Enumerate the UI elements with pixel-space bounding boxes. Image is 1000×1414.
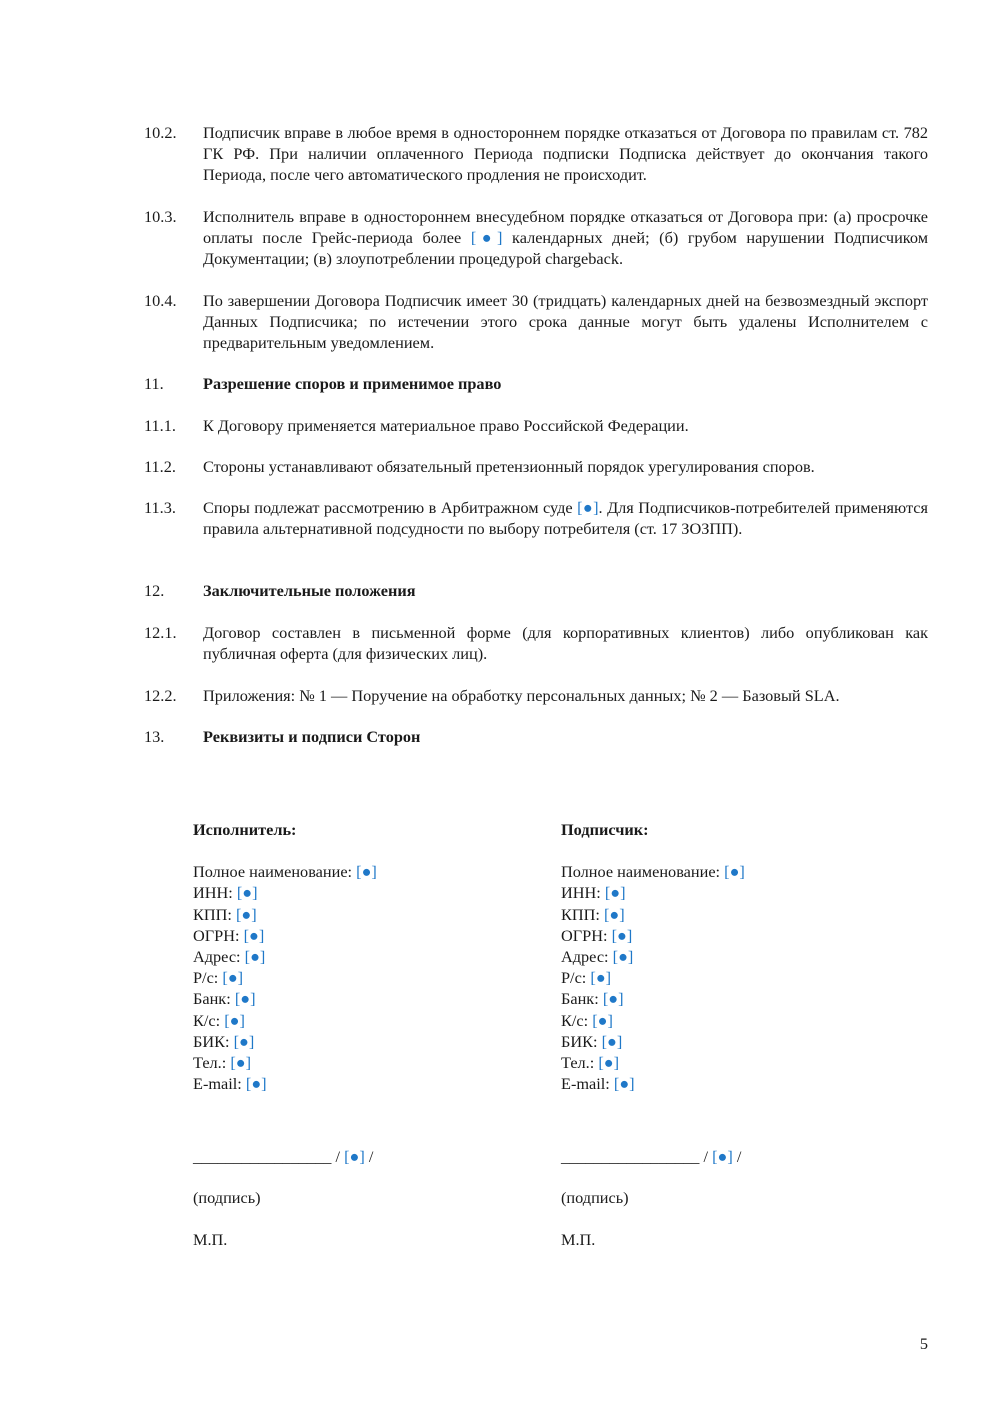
field-label: Тел.: — [561, 1053, 595, 1073]
executor-signature-line — [193, 1146, 373, 1167]
subscriber-signature-line — [561, 1146, 741, 1167]
placeholder-field: [●] — [244, 947, 266, 967]
clause-number: 11.3. — [144, 498, 176, 517]
section-number: 12. — [144, 581, 165, 600]
clause-number: 12.2. — [144, 686, 177, 705]
field-label: Полное наименование: — [193, 862, 353, 882]
field-label: Банк: — [561, 989, 599, 1009]
field-label: Адрес: — [561, 947, 609, 967]
clause-number: 12.1. — [144, 623, 177, 642]
field-ogrn — [193, 925, 513, 946]
clause-number: 10.4. — [144, 291, 177, 310]
section-title: Разрешение споров и применимое право — [203, 374, 502, 393]
executor-stamp-label: М.П. — [193, 1230, 228, 1249]
field-label: ИНН: — [193, 883, 233, 903]
field-account — [561, 967, 881, 988]
placeholder-field: [●] — [598, 1053, 620, 1073]
field-kpp — [193, 904, 513, 925]
field-email — [193, 1073, 513, 1094]
clause-text — [203, 206, 928, 269]
field-label: Адрес: — [193, 947, 241, 967]
spacer — [193, 840, 513, 861]
section-title: Заключительные положения — [203, 581, 416, 600]
clause-11-1 — [144, 415, 928, 436]
executor-signature-caption: (подпись) — [193, 1188, 261, 1207]
clause-text-part: календарных дней; (б) грубом нарушении Подписчиком Документации; (в) злоупотреблении процедурой chargeback. — [203, 228, 928, 268]
signature-separator: / — [699, 1147, 713, 1166]
clause-11-2 — [144, 456, 928, 477]
placeholder-field: [●] — [577, 498, 599, 517]
placeholder-field: [●] — [245, 1074, 267, 1094]
field-label: E-mail: — [193, 1074, 242, 1094]
field-full-name — [561, 861, 881, 882]
clause-text: Стороны устанавливают обязательный претензионный порядок урегулирования споров. — [203, 457, 815, 476]
field-label: Тел.: — [193, 1053, 227, 1073]
field-corr-account — [561, 1010, 881, 1031]
clause-text — [203, 497, 928, 539]
signature-separator: / — [364, 1147, 374, 1166]
field-label: К/с: — [193, 1010, 221, 1030]
field-email — [561, 1073, 881, 1094]
section-heading-13 — [144, 726, 928, 747]
placeholder-field: [●] — [233, 1031, 255, 1051]
section-number: 11. — [144, 374, 164, 393]
field-label: ОГРН: — [193, 925, 240, 945]
section-heading-12 — [144, 580, 928, 601]
section-heading-11 — [144, 373, 928, 394]
field-label: К/с: — [561, 1010, 589, 1030]
field-full-name — [193, 861, 513, 882]
signature-underline: _________________ — [561, 1147, 700, 1166]
spacer — [561, 840, 881, 861]
subscriber-stamp-label: М.П. — [561, 1230, 596, 1249]
placeholder-field: [●] — [724, 862, 745, 882]
placeholder-field: [●] — [470, 228, 503, 247]
field-label: БИК: — [561, 1031, 598, 1051]
section-number: 13. — [144, 727, 165, 746]
field-label: БИК: — [193, 1031, 230, 1051]
clause-10-2 — [144, 122, 928, 185]
field-address — [193, 946, 513, 967]
field-bank — [193, 988, 513, 1009]
placeholder-field: [●] — [234, 989, 256, 1009]
placeholder-field: [●] — [611, 925, 633, 945]
field-label: Банк: — [193, 989, 231, 1009]
clause-text: Приложения: № 1 — Поручение на обработку персональных данных; № 2 — Базовый SLA. — [203, 686, 840, 705]
clause-number: 10.3. — [144, 207, 177, 226]
signature-separator: / — [732, 1147, 742, 1166]
field-account — [193, 967, 513, 988]
clause-text: К Договору применяется материальное право Российской Федерации. — [203, 416, 689, 435]
field-label: ИНН: — [561, 883, 601, 903]
clause-12-2 — [144, 685, 928, 706]
clause-number: 10.2. — [144, 123, 177, 142]
field-address — [561, 946, 881, 967]
clause-text-part: . Для Подписчиков-потребителей применяются правила альтернативной подсудности по выбору потребителя (ст. 17 ЗОЗПП). — [203, 498, 928, 538]
field-corr-account — [193, 1010, 513, 1031]
signature-underline: _________________ — [193, 1147, 332, 1166]
field-label: ОГРН: — [561, 925, 608, 945]
placeholder-field: [●] — [604, 883, 626, 903]
field-bik — [193, 1031, 513, 1052]
field-label: E-mail: — [561, 1074, 610, 1094]
field-label: КПП: — [193, 904, 232, 924]
placeholder-field: [●] — [356, 862, 377, 882]
clause-text-part: Споры подлежат рассмотрению в Арбитражном суде — [203, 498, 578, 517]
clause-text-part: Исполнитель вправе в одностороннем внесудебном порядке отказаться от Договора при: (а) просрочке оплаты после Грейс-периода более — [203, 207, 928, 247]
field-label: Полное наименование: — [561, 862, 721, 882]
signature-separator: / — [331, 1147, 345, 1166]
field-kpp — [561, 904, 881, 925]
placeholder-field: [●] — [235, 904, 257, 924]
field-ogrn — [561, 925, 881, 946]
clause-number: 11.1. — [144, 416, 176, 435]
placeholder-field: [●] — [224, 1010, 245, 1030]
executor-title: Исполнитель: — [193, 820, 297, 839]
clause-text: По завершении Договора Подписчик имеет 30 (тридцать) календарных дней на безвозмездный экспорт Данных Подписчика; по истечении этого срока данные могут быть удалены Исполнителем с предварительным уведомлением. — [203, 291, 928, 352]
clause-text: Договор составлен в письменной форме (для корпоративных клиентов) либо опубликован как публичная оферта (для физических лиц). — [203, 623, 928, 663]
placeholder-field: [●] — [243, 925, 265, 945]
clause-12-1 — [144, 622, 928, 664]
executor-requisites — [193, 819, 513, 1094]
placeholder-field: [●] — [590, 968, 612, 988]
field-inn — [193, 882, 513, 903]
clause-10-3 — [144, 206, 928, 269]
subscriber-title: Подписчик: — [561, 820, 649, 839]
placeholder-field: [●] — [602, 989, 624, 1009]
placeholder-field: [●] — [344, 1147, 365, 1166]
placeholder-field: [●] — [603, 904, 625, 924]
field-inn — [561, 882, 881, 903]
placeholder-field: [●] — [592, 1010, 613, 1030]
placeholder-field: [●] — [222, 968, 244, 988]
clause-11-3 — [144, 497, 928, 539]
field-bik — [561, 1031, 881, 1052]
subscriber-signature-caption: (подпись) — [561, 1188, 629, 1207]
section-title: Реквизиты и подписи Сторон — [203, 727, 421, 746]
field-bank — [561, 988, 881, 1009]
field-label: Р/с: — [193, 968, 219, 988]
placeholder-field: [●] — [612, 947, 634, 967]
placeholder-field: [●] — [613, 1074, 635, 1094]
subscriber-requisites — [561, 819, 881, 1094]
field-label: КПП: — [561, 904, 600, 924]
placeholder-field: [●] — [601, 1031, 623, 1051]
placeholder-field: [●] — [230, 1053, 252, 1073]
field-label: Р/с: — [561, 968, 587, 988]
field-phone — [193, 1052, 513, 1073]
clause-text: Подписчик вправе в любое время в одностороннем порядке отказаться от Договора по правилам ст. 782 ГК РФ. При наличии оплаченного Периода подписки Подписка действует до окончания такого Периода, после чего автоматического продления не происходит. — [203, 123, 928, 184]
placeholder-field: [●] — [236, 883, 258, 903]
clause-number: 11.2. — [144, 457, 176, 476]
placeholder-field: [●] — [712, 1147, 733, 1166]
clause-10-4 — [144, 290, 928, 353]
page-number: 5 — [919, 1334, 928, 1353]
field-phone — [561, 1052, 881, 1073]
